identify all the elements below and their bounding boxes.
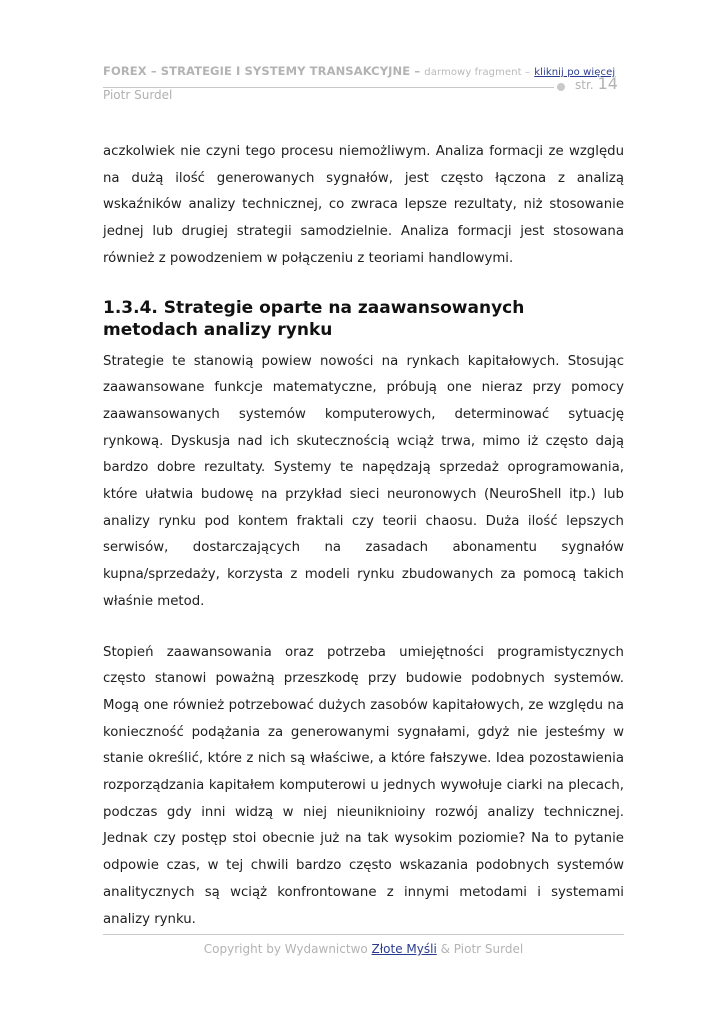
- book-title: FOREX – STRATEGIE I SYSTEMY TRANSAKCYJNE –: [103, 64, 421, 78]
- free-fragment-label: darmowy fragment –: [424, 67, 531, 78]
- publisher-link[interactable]: Złote Myśli: [371, 942, 437, 956]
- page-number-value: 14: [597, 74, 618, 93]
- header-author: Piotr Surdel: [103, 88, 173, 102]
- paragraph-2: Stopień zaawansowania oraz potrzeba umiejętności programistycznych często stanowi poważną przeszkodę przy budowie podobnych systemów. Mogą one również potrzebować dużych zasobów kapitałowych, ze względu na konieczność podążania za generowanymi sygnałami, gdyż nie jesteśmy w stanie określić, które z nich są właściwe, a które fałszywe. Idea pozostawienia rozporządzania kapitałem komputerowi u jednych wywołuje ciarki na plecach, podczas gdy inni widzą w niej nieuniknioiny rozwój analizy technicznej. Jednak czy postęp stoi obecnie już na tak wysokim poziomie? Na to pytanie odpowie czas, w tej chwili bardzo często wskazania podobnych systemów analitycznych są wciąż konfrontowane z innymi metodami i systemami analizy rynku.: [103, 644, 624, 927]
- more-link[interactable]: kliknij po więcej: [534, 67, 616, 78]
- header-dot-icon: [557, 83, 565, 91]
- copyright-prefix: Copyright by Wydawnictwo: [203, 942, 368, 956]
- footer-divider: [103, 934, 624, 935]
- page-number: [575, 74, 618, 93]
- page-content: [103, 139, 624, 933]
- intro-paragraph: aczkolwiek nie czyni tego procesu niemożliwym. Analiza formacji ze względu na dużą ilość generowanych sygnałów, jest często łączona z analizą wskaźników analizy technicznej, co zwraca lepsze rezultaty, niż stosowanie jednej lub drugiej strategii samodzielnie. Analiza formacji jest stosowana również z powodzeniem w połączeniu z teoriami handlowymi.: [103, 144, 624, 266]
- section-heading: 1.3.4. Strategie oparte na zaawansowanych metodach analizy rynku: [103, 297, 525, 340]
- copyright-suffix: & Piotr Surdel: [440, 942, 524, 956]
- footer: [103, 942, 624, 956]
- paragraph-1: Strategie te stanowią powiew nowości na rynkach kapitałowych. Stosując zaawansowane funkcje matematyczne, próbują one nieraz przy pomocy zaawansowanych systemów komputerowych, determinować sytuację rynkową. Dyskusja nad ich skutecznością wciąż trwa, mimo iż często dają bardzo dobre rezultaty. Systemy te napędzają sprzedaż oprogramowania, które ułatwia budowę na przykład sieci neuronowych (NeuroShell itp.) lub analizy rynku pod kontem fraktali czy teorii chaosu. Duża ilość lepszych serwisów, dostarczających na zasadach abonamentu sygnałów kupna/sprzedaży, korzysta z modeli rynku zbudowanych za pomocą takich właśnie metod.: [103, 353, 624, 609]
- page-label: str.: [575, 78, 594, 92]
- header-title: [103, 64, 615, 78]
